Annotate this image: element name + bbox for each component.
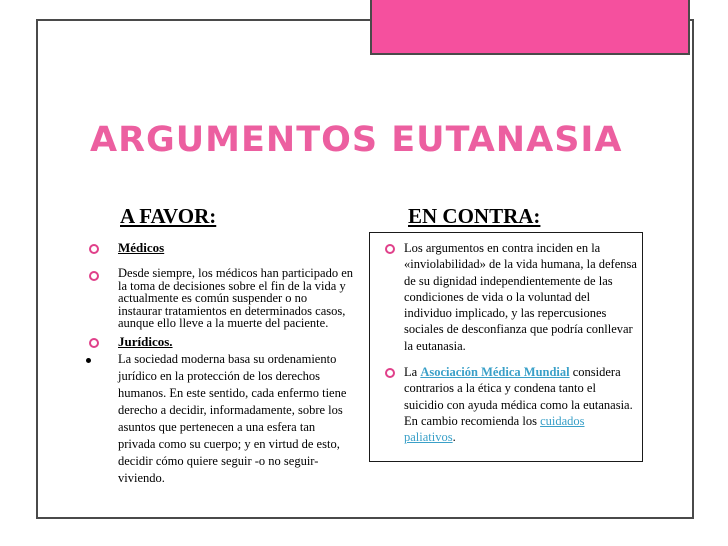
- list-item-contra-2: [376, 364, 638, 445]
- list-item-juridicos: [85, 334, 353, 350]
- a-favor-column: [85, 240, 353, 487]
- a-favor-heading: A FAVOR:: [120, 204, 217, 228]
- asociacion-medica-mundial-link[interactable]: Asociación Médica Mundial: [420, 365, 570, 380]
- pink-ring-bullet-icon: [89, 271, 99, 281]
- contra-2-post: .: [452, 430, 456, 445]
- en-contra-heading: EN CONTRA:: [408, 204, 541, 228]
- medicos-label: Médicos: [118, 240, 165, 255]
- cuidados-paliativos-link[interactable]: cuidados paliativos: [404, 413, 585, 445]
- list-item-juridicos-text: [85, 351, 353, 487]
- contra-2-text: [404, 364, 638, 445]
- list-item-medicos-text: [85, 267, 353, 330]
- black-dot-bullet-icon: [86, 358, 91, 363]
- slide-title: ARGUMENTOS EUTANASIA: [90, 120, 623, 160]
- medicos-text: Desde siempre, los médicos han participado en la toma de decisiones sobre el fin de la vida y actualmente es común suspender o no instaurar tratamientos en determinados casos, aunque ello lleve a la muerte del paciente.: [118, 266, 353, 330]
- contra-2-mid: considera contrarios a la ética y condena tanto el suicidio con ayuda médica como la eutanasia. En cambio recomienda los: [404, 365, 633, 428]
- pink-ring-bullet-icon: [385, 368, 395, 378]
- pink-accent-tab: [370, 0, 690, 55]
- juridicos-text: La sociedad moderna basa su ordenamiento jurídico en la protección de los derechos humanos. En este sentido, cada enfermo tiene derecho a decidir, informadamente, sobre los asuntos que pertenecen a una esfera tan privada como su cuerpo; y en virtud de esto, decidir cómo quiere seguir -o no seguir- viviendo.: [118, 351, 347, 485]
- contra-1-text: Los argumentos en contra inciden en la «inviolabilidad» de la vida humana, la defensa de su dignidad independientemente de las condiciones de vida o la voluntad del individuo implicado, y las repercusiones sociales de desconfianza que podría conllevar la eutanasia.: [404, 241, 637, 353]
- list-item-medicos: [85, 240, 353, 256]
- en-contra-column: [376, 240, 638, 446]
- pink-ring-bullet-icon: [89, 338, 99, 348]
- juridicos-label: Jurídicos.: [118, 333, 173, 349]
- pink-ring-bullet-icon: [385, 244, 395, 254]
- list-item-contra-1: [376, 240, 638, 354]
- contra-2-pre: La: [404, 365, 421, 380]
- pink-ring-bullet-icon: [89, 244, 99, 254]
